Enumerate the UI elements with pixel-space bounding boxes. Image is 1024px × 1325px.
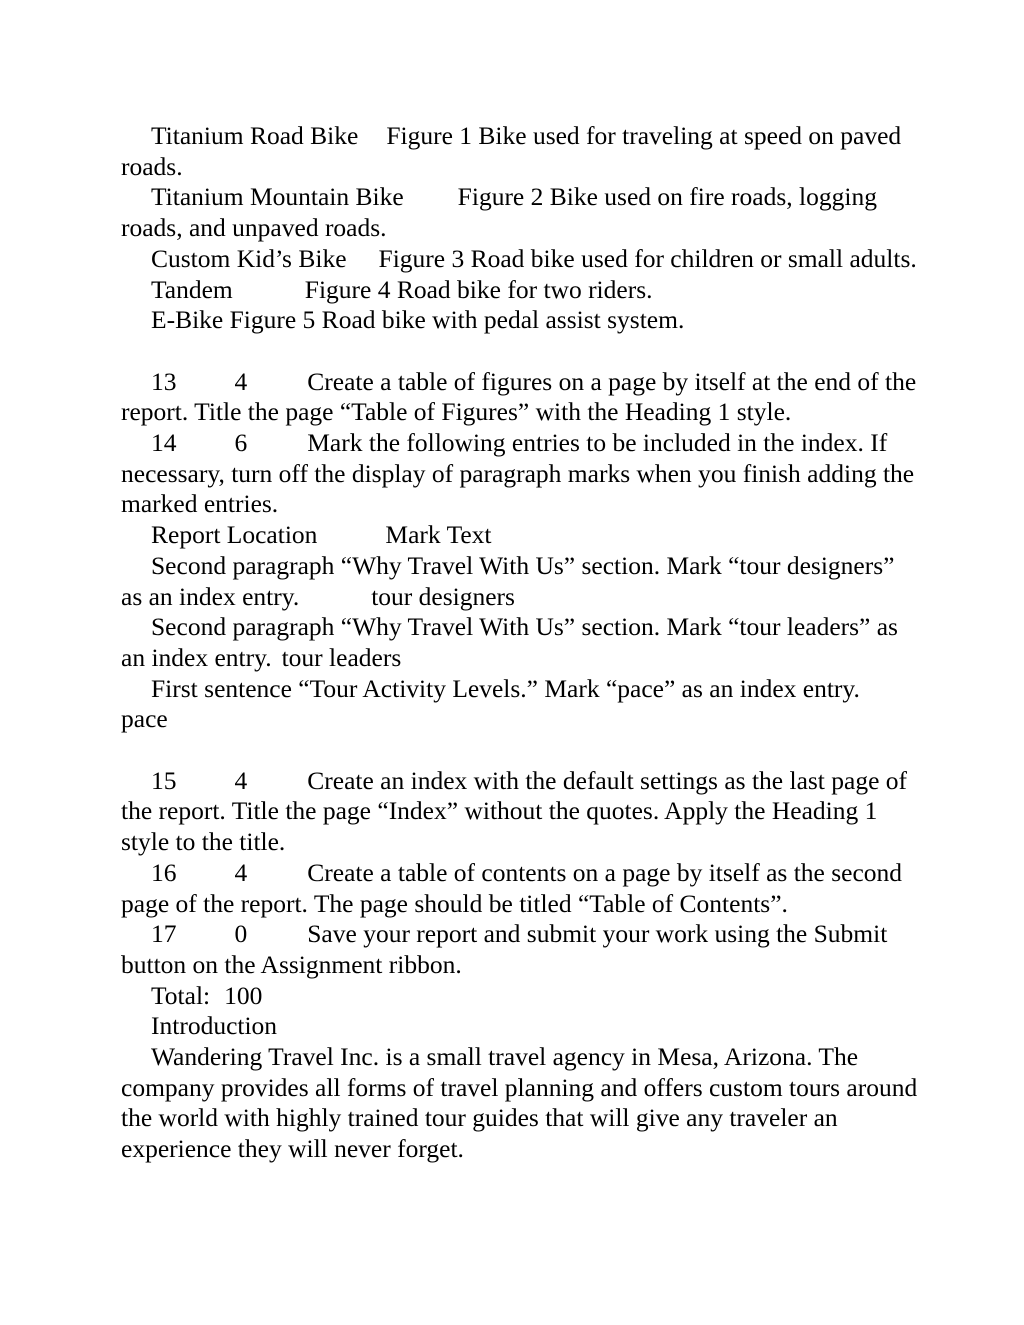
index-table-row bbox=[121, 612, 921, 673]
figure-row bbox=[121, 182, 921, 243]
step-points: 4 bbox=[234, 366, 248, 396]
index-table-row bbox=[121, 551, 921, 612]
mark-text: tour designers bbox=[371, 581, 515, 611]
index-table-row bbox=[121, 674, 921, 735]
report-location: Second paragraph “Why Travel With Us” section. Mark “tour designers” as an index entry. bbox=[121, 550, 895, 611]
figure-name: Titanium Mountain Bike bbox=[151, 182, 404, 212]
step-row bbox=[121, 858, 921, 919]
document-page bbox=[121, 121, 921, 1165]
figure-caption: Figure 3 Road bike used for children or small adults. bbox=[378, 243, 917, 273]
step-points: 4 bbox=[234, 765, 248, 795]
column-header-location: Report Location bbox=[151, 520, 318, 550]
figure-caption: Figure 2 Bike used on fire roads, logging roads, and unpaved roads. bbox=[121, 182, 877, 243]
step-row bbox=[121, 367, 921, 428]
intro-paragraph: Wandering Travel Inc. is a small travel agency in Mesa, Arizona. The company provides all forms of travel planning and offers custom tours around the world with highly trained tour guides that will give any traveler an experience they will never forget. bbox=[121, 1042, 918, 1164]
step-text: Save your report and submit your work using the Submit button on the Assignment ribbon. bbox=[121, 919, 888, 979]
mark-text: pace bbox=[121, 704, 168, 734]
figure-name: Tandem bbox=[151, 274, 233, 304]
figure-name: Titanium Road Bike bbox=[151, 121, 359, 150]
report-location: First sentence “Tour Activity Levels.” Mark “pace” as an index entry. bbox=[151, 673, 860, 703]
step-text: Create an index with the default settings as the last page of the report. Title the page “Index” without the quotes. Apply the Heading 1 style to the title. bbox=[121, 765, 908, 857]
step-number: 16 bbox=[151, 857, 177, 887]
blank-line bbox=[121, 336, 921, 367]
figure-row bbox=[121, 305, 921, 336]
step-points: 6 bbox=[234, 428, 248, 458]
total-value: 100 bbox=[224, 980, 263, 1010]
column-header-mark: Mark Text bbox=[385, 520, 492, 550]
total-row bbox=[121, 981, 921, 1012]
figure-name: Custom Kid’s Bike bbox=[151, 243, 347, 273]
step-points: 4 bbox=[234, 857, 248, 887]
blank-line bbox=[121, 735, 921, 766]
figure-caption: Figure 4 Road bike for two riders. bbox=[304, 274, 653, 304]
step-text: Create a table of figures on a page by itself at the end of the report. Title the page “Table of Figures” with the Heading 1 style. bbox=[121, 366, 917, 427]
report-location: Second paragraph “Why Travel With Us” section. Mark “tour leaders” as an index entry. bbox=[121, 612, 898, 672]
step-number: 14 bbox=[151, 428, 177, 458]
mark-text: tour leaders bbox=[281, 642, 402, 672]
index-table-header bbox=[121, 520, 921, 551]
step-text: Create a table of contents on a page by itself as the second page of the report. The page should be titled “Table of Contents”. bbox=[121, 857, 903, 918]
step-number: 13 bbox=[151, 366, 177, 396]
step-row bbox=[121, 919, 921, 980]
step-text: Mark the following entries to be included in the index. If necessary, turn off the display of paragraph marks when you finish adding the marked entries. bbox=[121, 428, 915, 519]
total-label: Total: bbox=[151, 980, 211, 1010]
step-points: 0 bbox=[234, 919, 248, 949]
figure-caption: Figure 5 Road bike with pedal assist system. bbox=[229, 305, 685, 335]
figure-row bbox=[121, 275, 921, 306]
figure-name: E-Bike bbox=[151, 305, 224, 335]
step-row bbox=[121, 428, 921, 520]
figure-caption: Figure 1 Bike used for traveling at speed on paved roads. bbox=[121, 121, 902, 181]
figure-row bbox=[121, 244, 921, 275]
step-number: 17 bbox=[151, 919, 177, 949]
step-row bbox=[121, 766, 921, 858]
step-number: 15 bbox=[151, 765, 177, 795]
section-heading: Introduction bbox=[151, 1011, 278, 1041]
figure-row bbox=[121, 121, 921, 182]
